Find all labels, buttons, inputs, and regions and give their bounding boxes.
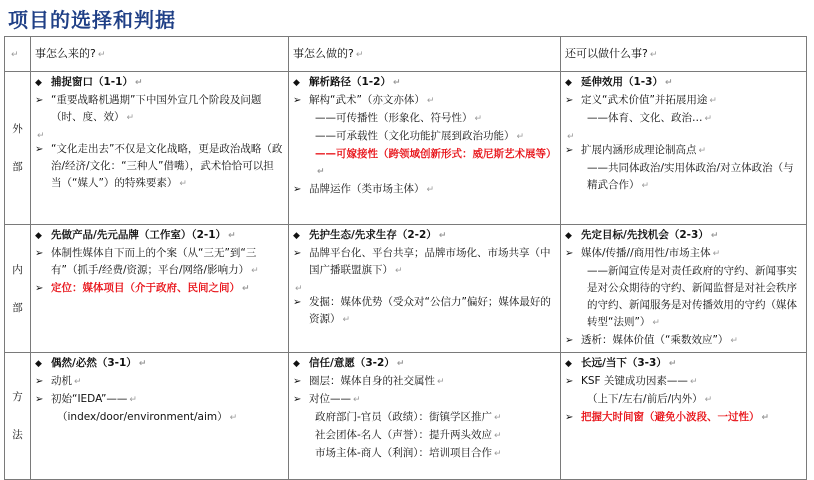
arrow-bullet-icon xyxy=(293,92,309,109)
section-heading xyxy=(293,355,556,373)
header-row xyxy=(5,37,807,72)
item-text: 把握大时间窗（避免小波段、一过性） ↵ xyxy=(581,411,770,423)
item-text: 圈层：媒体自身的社交属性 ↵ xyxy=(309,375,445,387)
empty-paragraph: ↵ xyxy=(295,284,303,294)
item-text: ——可嫁接性（跨领域创新形式：威尼斯艺术展等）↵ xyxy=(315,148,557,177)
cell-external-method xyxy=(289,72,561,225)
item-text: 市场主体-商人（利润）：培训项目合作 ↵ xyxy=(315,447,502,459)
item-text: 社会团体-名人（声誉）：提升两头效应 ↵ xyxy=(315,429,502,441)
diamond-bullet-icon xyxy=(565,74,581,92)
arrow-bullet-icon xyxy=(35,391,51,408)
item-text: 透析：媒体价值（“乘数效应”） ↵ xyxy=(581,334,738,346)
list-item xyxy=(293,181,556,199)
item-text: 延伸效用（1-3） ↵ xyxy=(581,76,673,88)
diamond-bullet-icon xyxy=(293,355,309,373)
arrow-bullet-icon xyxy=(293,181,309,198)
item-text: 定位：媒体项目（介于政府、民间之间） ↵ xyxy=(51,282,250,294)
list-item xyxy=(565,263,802,332)
arrow-bullet-icon xyxy=(293,245,309,262)
arrow-bullet-icon xyxy=(35,245,51,262)
item-text: 发掘：媒体优势（受众对“公信力”偏好；媒体最好的资源） ↵ xyxy=(309,296,551,325)
list-item xyxy=(565,391,802,409)
header-cell-extension: 还可以做什么事? ↵ xyxy=(561,37,807,72)
list-item xyxy=(565,332,802,350)
diamond-bullet-icon xyxy=(565,355,581,373)
diamond-bullet-icon xyxy=(35,227,51,245)
list-item xyxy=(35,92,284,127)
arrow-bullet-icon xyxy=(35,280,51,297)
diamond-bullet-icon xyxy=(293,227,309,245)
list-item xyxy=(565,110,802,128)
diamond-bullet-icon xyxy=(565,227,581,245)
diamond-bullet-icon xyxy=(293,74,309,92)
row-label-char: 部 xyxy=(12,161,23,173)
item-text: 先做产品/先元品牌（工作室）（2-1） ↵ xyxy=(51,229,236,241)
list-item xyxy=(35,373,284,391)
section-heading xyxy=(35,74,284,92)
cell-methodology-method xyxy=(289,353,561,480)
row-label-char: 部 xyxy=(12,301,23,314)
item-text: 扩展内涵形成理论制高点 ↵ xyxy=(581,144,707,156)
arrow-bullet-icon xyxy=(293,391,309,408)
item-text: 捕捉窗口（1-1） ↵ xyxy=(51,76,143,88)
item-text: 先定目标/先找机会（2-3） ↵ xyxy=(581,229,719,241)
section-heading xyxy=(293,74,556,92)
list-item xyxy=(565,92,802,110)
arrow-bullet-icon xyxy=(293,294,309,311)
list-item xyxy=(293,146,556,181)
page-title: 项目的选择和判据 xyxy=(8,8,176,32)
item-text: 偶然/必然（3-1） ↵ xyxy=(51,357,147,369)
cell-internal-extension xyxy=(561,225,807,353)
row-label-internal xyxy=(5,225,31,353)
list-item xyxy=(565,160,802,195)
section-heading xyxy=(565,227,802,245)
item-text: “重要战略机遇期”下中国外宣几个阶段及问题（时、度、效） ↵ xyxy=(51,94,262,123)
item-text: 品牌运作（类市场主体） ↵ xyxy=(309,183,435,195)
list-item xyxy=(293,445,556,463)
section-heading xyxy=(35,227,284,245)
table-row-methodology xyxy=(5,353,807,480)
empty-paragraph: ↵ xyxy=(37,131,45,141)
arrow-bullet-icon xyxy=(565,92,581,109)
list-item xyxy=(293,92,556,110)
item-text: 政府部门-官员（政绩）：街镇学区推广 ↵ xyxy=(315,411,502,423)
row-label-char: 法 xyxy=(12,429,23,441)
list-item xyxy=(293,409,556,427)
arrow-bullet-icon xyxy=(565,332,581,349)
item-text: “文化走出去”不仅是文化战略，更是政治战略（政治/经济/文化：“三种人”借嘴），武术恰恰可以担当（“媒人”）的特殊要素） ↵ xyxy=(51,143,283,189)
row-label-char: 方 xyxy=(12,391,23,403)
row-label-char: 内 xyxy=(12,263,23,276)
list-item xyxy=(293,245,556,280)
item-text: 先护生态/先求生存（2-2） ↵ xyxy=(309,229,447,241)
list-item xyxy=(293,427,556,445)
table-row-internal xyxy=(5,225,807,353)
header-cell-origin: 事怎么来的? ↵ xyxy=(31,37,289,72)
list-item xyxy=(565,245,802,263)
cell-methodology-origin xyxy=(31,353,289,480)
section-heading xyxy=(293,227,556,245)
list-item xyxy=(35,245,284,280)
item-text: 长远/当下（3-3） ↵ xyxy=(581,357,677,369)
item-text: 解构“武术”（亦文亦体） ↵ xyxy=(309,94,435,106)
arrow-bullet-icon xyxy=(35,92,51,109)
arrow-bullet-icon xyxy=(565,245,581,262)
item-text: ——可传播性（形象化、符号性） ↵ xyxy=(315,112,483,124)
diamond-bullet-icon xyxy=(35,355,51,373)
item-text: 动机 ↵ xyxy=(51,375,82,387)
list-item xyxy=(293,128,556,146)
criteria-table xyxy=(4,36,807,480)
list-item xyxy=(293,391,556,409)
item-text: 信任/意愿（3-2） ↵ xyxy=(309,357,405,369)
list-item xyxy=(565,373,802,391)
item-text: ——体育、文化、政治… ↵ xyxy=(587,112,713,124)
cell-external-origin xyxy=(31,72,289,225)
section-heading xyxy=(565,74,802,92)
list-item xyxy=(293,373,556,391)
section-heading xyxy=(35,355,284,373)
list-item xyxy=(565,142,802,160)
diamond-bullet-icon xyxy=(35,74,51,92)
item-text: 对位—— ↵ xyxy=(309,393,361,405)
item-text: ——共同体政治/实用体政治/对立体政治（与精武合作） ↵ xyxy=(587,162,794,191)
list-item xyxy=(565,409,802,427)
arrow-bullet-icon xyxy=(565,373,581,390)
cell-external-extension xyxy=(561,72,807,225)
item-text: （上下/左右/前后/内外） ↵ xyxy=(587,393,713,405)
arrow-bullet-icon xyxy=(293,373,309,390)
item-text: 品牌平台化、平台共享；品牌市场化、市场共享（中国广播联盟旗下） ↵ xyxy=(309,247,551,276)
cell-internal-method xyxy=(289,225,561,353)
item-text: ——可承载性（文化功能扩展到政治功能） ↵ xyxy=(315,130,525,142)
item-text: 定义“武术价值”并拓展用途 ↵ xyxy=(581,94,717,106)
section-heading xyxy=(565,355,802,373)
list-item xyxy=(35,391,284,409)
header-cell-method: 事怎么做的? ↵ xyxy=(289,37,561,72)
item-text: 初始“IEDA”—— ↵ xyxy=(51,393,137,405)
arrow-bullet-icon xyxy=(35,373,51,390)
arrow-bullet-icon xyxy=(565,409,581,426)
cell-methodology-extension xyxy=(561,353,807,480)
row-label-external xyxy=(5,72,31,225)
item-text: 解析路径（1-2） ↵ xyxy=(309,76,401,88)
cell-internal-origin xyxy=(31,225,289,353)
item-text: KSF 关键成功因素—— ↵ xyxy=(581,375,698,387)
item-text: 媒体/传播//商用性/市场主体 ↵ xyxy=(581,247,721,259)
list-item xyxy=(35,141,284,193)
item-text: 体制性媒体自下而上的个案（从“三无”到“三有”（抓手/经费/资源；平台/网络/影响力） ↵ xyxy=(51,247,259,276)
list-item xyxy=(293,110,556,128)
arrow-bullet-icon xyxy=(565,142,581,159)
item-text: ——新闻宣传是对责任政府的守约、新闻事实是对公众期待的守约、新闻监督是对社会秩序的守约、新闻服务是对传播效用的守约（媒体转型“法则”） ↵ xyxy=(587,265,797,328)
row-label-methodology xyxy=(5,353,31,480)
list-item xyxy=(293,294,556,329)
empty-paragraph: ↵ xyxy=(567,132,575,142)
item-text: （index/door/environment/aim） ↵ xyxy=(57,411,238,423)
list-item xyxy=(35,280,284,298)
header-cell-corner: ↵ xyxy=(5,37,31,72)
row-label-char: 外 xyxy=(12,123,23,135)
table-row-external xyxy=(5,72,807,225)
arrow-bullet-icon xyxy=(35,141,51,158)
list-item xyxy=(35,409,284,427)
